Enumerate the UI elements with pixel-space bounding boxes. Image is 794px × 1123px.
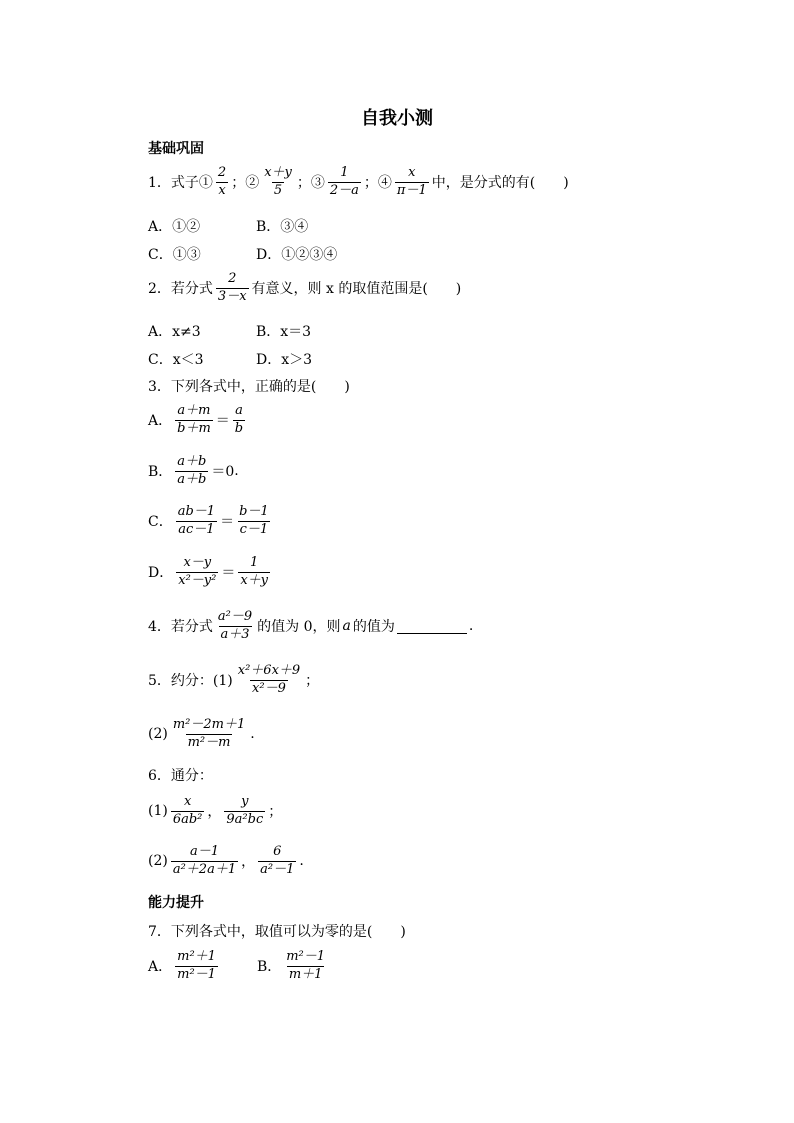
q4-prefix: 4．若分式 [148,619,213,636]
section-advanced: 能力提升 [148,895,204,911]
question-4 [148,610,473,643]
den: 5 [273,182,283,198]
option-label: B． [148,464,173,481]
q1-prefix: 1．式子① [148,175,213,192]
q3-option-a [148,404,248,437]
fraction [175,404,213,437]
num: x²＋6x＋9 [237,663,301,678]
q1-option-c: C．①③ [148,247,201,263]
question-5-part-2 [148,718,255,751]
semicolon: ； [305,673,320,690]
num: 2 [217,165,227,180]
fraction [233,404,245,437]
den: a＋b [177,471,207,487]
q2-suffix: 有意义，则 x 的取值范围是( ) [251,281,462,298]
q1-fraction-2 [262,166,294,199]
period: . [468,618,474,635]
equals: ＝ [221,565,236,582]
question-6-part-1 [148,795,282,828]
q7-options [148,950,330,983]
q1-sep: ；③ [296,175,325,192]
semicolon: ； [268,804,283,821]
q2-fraction [216,272,249,305]
num: x＋y [264,165,292,180]
q4-mid: 的值为 0，则 [257,619,341,636]
den: x²－y² [178,572,217,588]
equals: ＝0 [211,464,235,481]
option-label: A． [148,413,173,430]
option-label: D． [148,565,174,582]
num: 2 [228,271,237,286]
den: m²－m [187,734,231,750]
part-label: (2) [148,726,168,743]
num: x－y [183,555,212,570]
num: a²－9 [217,609,253,624]
q1-option-d: D．①②③④ [256,247,338,263]
question-3: 3．下列各式中，正确的是( ) [148,379,350,395]
num: m²－2m＋1 [172,717,246,732]
den: a²＋2a＋1 [172,861,237,877]
q2-prefix: 2．若分式 [148,281,213,298]
equals: ＝ [220,514,235,531]
fraction [216,610,254,643]
fraction [238,556,270,589]
q4-variable: a [342,618,351,635]
num: b－1 [239,504,269,519]
den: m²－1 [177,966,216,982]
option-label: A． [148,959,173,976]
fraction [171,845,238,878]
num: a＋b [177,454,207,469]
period: . [234,463,239,480]
q2-option-d: D．x＞3 [256,352,313,368]
num: 1 [250,555,259,570]
fraction [171,795,205,828]
q4-suffix: 的值为 [352,619,395,636]
fraction [171,718,247,751]
question-6-part-2 [148,845,304,878]
q1-option-b: B．③④ [256,219,309,235]
q2-option-a: A．x≠3 [148,324,201,340]
question-6: 6．通分： [148,768,213,784]
den: ac－1 [178,521,215,537]
num: x [183,794,192,809]
den: m＋1 [288,966,323,982]
den: x＋y [240,572,269,588]
den: a²－1 [260,861,295,877]
option-label: B． [256,959,282,976]
fraction [258,845,296,878]
page-title: 自我小测 [361,108,433,129]
question-5 [148,664,319,697]
q3-option-c [148,505,274,538]
den: 6ab² [172,811,203,827]
den: b＋m [177,420,211,436]
q3-option-d [148,556,273,589]
part-label: (2) [148,853,168,870]
q1-option-a: A．①② [148,219,201,235]
fraction [175,455,208,488]
q2-option-c: C．x＜3 [148,352,204,368]
num: a－1 [189,844,219,859]
den: a＋3 [220,626,250,642]
num: m²＋1 [177,949,216,964]
fraction [176,505,217,538]
q1-sep: ；② [231,175,260,192]
fraction [224,795,265,828]
den: 9a²bc [226,811,264,827]
q1-fraction-3 [328,166,361,199]
q5-prefix: 5．约分：(1) [148,673,233,690]
den: 2－a [329,182,359,198]
num: x [408,165,416,180]
fraction [237,505,271,538]
den: x²－9 [252,680,286,696]
den: 3－x [217,288,247,304]
num: a＋m [177,403,211,418]
part-label: (1) [148,803,168,820]
comma: ， [241,854,256,871]
comma: ， [207,804,222,821]
period: . [250,726,255,743]
question-2 [148,272,461,305]
period: . [299,853,304,870]
num: 6 [273,844,282,859]
q1-sep: ；④ [363,175,392,192]
equals: ＝ [215,413,230,430]
num: m²－1 [286,949,326,964]
num: 1 [340,165,349,180]
q3-option-b [148,455,239,488]
section-basic: 基础巩固 [148,141,204,157]
answer-blank[interactable] [397,619,467,634]
num: y [241,794,249,809]
fraction [236,664,302,697]
den: b [234,420,244,436]
den: π－1 [396,182,427,198]
q2-option-b: B．x＝3 [256,324,312,340]
q1-fraction-4 [395,166,429,199]
fraction [176,556,218,589]
num: a [235,403,243,418]
den: c－1 [239,521,269,537]
question-7: 7．下列各式中，取值可以为零的是( ) [148,924,406,940]
q1-suffix: 中，是分式的有( ) [431,175,569,192]
q7-option-a [175,950,218,983]
den: x [218,182,226,198]
q1-fraction-1 [216,166,228,199]
num: ab－1 [177,504,216,519]
q7-option-b [284,950,327,983]
option-label: C． [148,514,173,531]
question-1 [148,166,569,199]
